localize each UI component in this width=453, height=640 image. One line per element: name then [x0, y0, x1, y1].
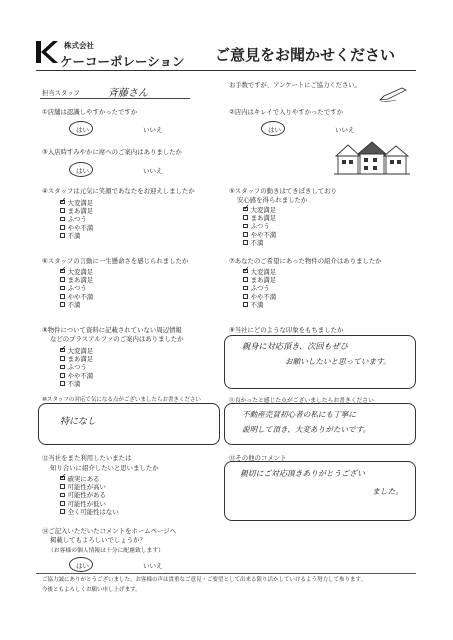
q8-text-line1: ⑧物件について資料に記載されていない周辺情報	[42, 326, 182, 334]
option-item[interactable]: ✓ 大変満足	[60, 198, 93, 206]
option-item[interactable]: やや不満	[243, 230, 276, 238]
checkbox[interactable]	[243, 224, 248, 229]
q4-text: ④スタッフは元気に笑顔であなたをお迎えしましたか	[42, 187, 195, 195]
option-item[interactable]: ✓ 大変満足	[243, 205, 276, 213]
company-logo	[36, 41, 58, 63]
pencil-icon	[378, 86, 408, 106]
footer-line1: ご協力誠にありがとうございました。お客様の声は貴重なご意見・ご要望として出来る限り活かしていけるよう努力して参ります。	[42, 577, 367, 583]
checkbox[interactable]	[60, 348, 65, 353]
q7-text: ⑦あなたのご希望にあった物件の紹介はありましたか	[229, 257, 382, 265]
footer-rule	[36, 573, 416, 574]
option-item[interactable]: ふつう	[60, 284, 93, 292]
option-item[interactable]: ふつう	[60, 363, 93, 371]
footer-line2: 今後ともよろしくお願い申し上げます。	[42, 587, 141, 593]
company-name: ケーコーポレーション	[60, 54, 185, 69]
checkbox[interactable]	[60, 277, 65, 282]
q13-answer-line1: 親切にご対応頂きありがとうござい	[240, 469, 365, 478]
option-item[interactable]: 可能性がある	[60, 491, 119, 499]
q12-text-line2: 知り合いに紹介したいと思いましたか	[50, 464, 159, 472]
staff-underline	[40, 98, 190, 99]
checkbox[interactable]	[60, 356, 65, 361]
q5-options	[243, 205, 276, 247]
checkbox[interactable]	[243, 215, 248, 220]
checkbox[interactable]	[243, 277, 248, 282]
option-item[interactable]: まあ満足	[243, 213, 276, 221]
q9-text: ⑨当社にどのような印象をもちましたか	[229, 326, 344, 334]
q9-answer-line1: 親身に対応頂き、次回もぜひ	[242, 341, 349, 351]
q10-text: ⑩スタッフの対応で気になる点がございましたらお書きください	[42, 397, 201, 403]
checkbox[interactable]	[60, 484, 65, 489]
q12-text-line1: ⑫当社をまた利用したいまたは	[42, 454, 132, 462]
survey-title: ご意見をお聞かせください	[215, 46, 396, 64]
checkbox[interactable]	[60, 501, 65, 506]
option-item[interactable]: 不満	[60, 301, 93, 309]
q13-answer-line2: ました。	[372, 487, 404, 496]
option-item[interactable]: 全く可能性はない	[60, 508, 119, 516]
q11-text: ⑪良かったと感じた点がございましたらお書きください	[229, 398, 374, 404]
checkbox[interactable]	[60, 225, 65, 230]
q13-text: ⑬その他のコメント	[229, 454, 287, 462]
checkbox[interactable]	[243, 269, 248, 274]
q14-text-line3: （お客様の個人情報は十分に配慮致します）	[48, 548, 164, 554]
option-item[interactable]: ✓ 確実にある	[60, 474, 119, 482]
checkbox[interactable]	[60, 493, 65, 498]
q1-yes[interactable]: はい	[76, 126, 89, 134]
option-item[interactable]: やや不満	[243, 292, 276, 300]
option-item[interactable]: 可能性が低い	[60, 499, 119, 507]
checkbox[interactable]	[60, 294, 65, 299]
option-item[interactable]: 可能性が高い	[60, 482, 119, 490]
checkbox[interactable]	[60, 233, 65, 238]
checkbox[interactable]	[243, 294, 248, 299]
checkbox[interactable]	[60, 302, 65, 307]
option-item[interactable]: まあ満足	[60, 206, 93, 214]
checkbox[interactable]	[243, 232, 248, 237]
company-small-label: 株式会社	[64, 41, 94, 50]
option-item[interactable]: 不満	[243, 301, 276, 309]
header-rule	[36, 70, 416, 71]
option-item[interactable]: やや不満	[60, 223, 93, 231]
q5-text-line1: ⑤スタッフの動きはてきぱきしており	[229, 187, 337, 195]
checkbox[interactable]	[60, 365, 65, 370]
checkbox[interactable]	[60, 286, 65, 291]
q14-yes-circle	[69, 557, 93, 572]
q11-answer-line1: 不動産売買初心者の私にも丁寧に	[242, 410, 356, 419]
option-item[interactable]: ✓ 大変満足	[60, 267, 93, 275]
option-item[interactable]: まあ満足	[60, 354, 93, 362]
checkbox[interactable]	[60, 509, 65, 514]
q8-text-line2: などのプラスアルファのご案内はありましたか	[50, 335, 184, 343]
q2-yes-circle	[261, 121, 285, 136]
houses-illustration	[334, 140, 410, 180]
q3-yes-circle	[69, 162, 93, 177]
q1-yes-circle	[69, 121, 93, 136]
checkbox[interactable]	[60, 373, 65, 378]
option-item[interactable]: まあ満足	[243, 275, 276, 283]
q9-answer-line2: お願いしたいと思っています。	[285, 357, 391, 366]
checkbox[interactable]	[60, 476, 65, 481]
option-item[interactable]: ✓ 大変満足	[60, 346, 93, 354]
q5-text-line2: 安心感を得られましたか	[237, 196, 308, 204]
checkbox[interactable]	[60, 381, 65, 386]
checkbox[interactable]	[60, 269, 65, 274]
q2-no[interactable]: いいえ	[335, 126, 355, 134]
q11-answer-line2: 説明して頂き、大変ありがたいです。	[242, 425, 371, 434]
option-item[interactable]: やや不満	[60, 371, 93, 379]
q4-options	[60, 198, 93, 240]
q14-text-line1: ⑭ご記入いただいたコメントをホームページへ	[42, 527, 177, 535]
q3-yes[interactable]: はい	[76, 167, 89, 175]
q14-no[interactable]: いいえ	[143, 562, 163, 570]
option-item[interactable]: ふつう	[60, 215, 93, 223]
q6-options	[60, 267, 93, 309]
option-item[interactable]: 不満	[243, 239, 276, 247]
checkbox[interactable]	[243, 286, 248, 291]
option-item[interactable]: ふつう	[243, 222, 276, 230]
q8-options	[60, 346, 93, 388]
q1-text: ①店舗は認識しやすかったですか	[42, 108, 138, 116]
q10-answer: 特になし	[60, 417, 97, 427]
staff-name-handwritten: 斉藤さん	[108, 88, 148, 99]
checkbox[interactable]	[243, 207, 248, 212]
q2-yes[interactable]: はい	[268, 126, 281, 134]
q12-options	[60, 474, 119, 516]
option-item[interactable]: やや不満	[60, 292, 93, 300]
option-item[interactable]: ✓ 大変満足	[243, 267, 276, 275]
checkbox[interactable]	[60, 217, 65, 222]
option-item[interactable]: ふつう	[243, 284, 276, 292]
option-item[interactable]: まあ満足	[60, 275, 93, 283]
checkbox[interactable]	[243, 240, 248, 245]
q14-yes[interactable]: はい	[76, 562, 89, 570]
checkbox[interactable]	[243, 302, 248, 307]
q2-text: ②店内はキレイで入りやすかったですか	[229, 108, 343, 116]
q7-options	[243, 267, 276, 309]
q3-text: ③入店時すみやかに席へのご案内はありましたか	[42, 148, 182, 156]
option-item[interactable]: 不満	[60, 380, 93, 388]
checkbox[interactable]	[60, 208, 65, 213]
q6-text: ⑥スタッフの言動に一生懸命さを感じられましたか	[42, 257, 189, 265]
q14-text-line2: 掲載してもよろしいでしょうか？	[50, 536, 146, 544]
checkbox[interactable]	[60, 200, 65, 205]
staff-label: 担当スタッフ	[42, 90, 80, 97]
intro-text: お手数ですが、アンケートにご協力ください。	[229, 82, 361, 89]
option-item[interactable]: 不満	[60, 232, 93, 240]
q1-no[interactable]: いいえ	[143, 126, 163, 134]
q3-no[interactable]: いいえ	[143, 167, 163, 175]
